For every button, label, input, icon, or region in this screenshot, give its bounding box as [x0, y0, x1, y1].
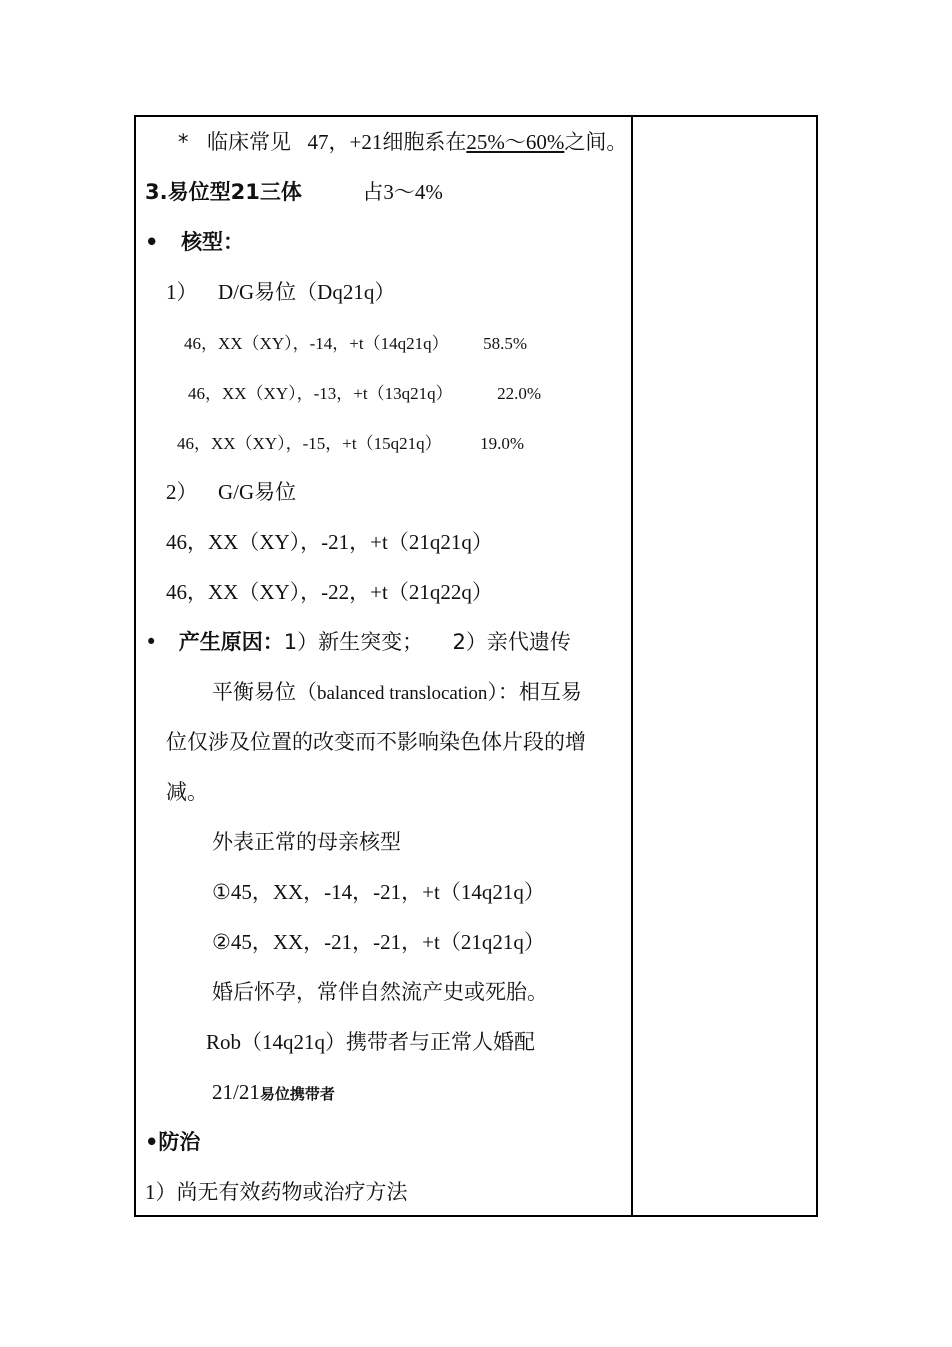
line-16: ①45，XX，-14，-21，+t（14q21q）	[212, 880, 545, 904]
percent-range-underlined: 25%～60%	[466, 130, 565, 154]
line-7: 46，XX（XY），-15，+t（15q21q） 19.0%	[177, 434, 525, 453]
line-3-karyotype-heading: • 核型：	[145, 230, 245, 254]
line-21-prevention-heading: •防治	[145, 1130, 201, 1154]
line-18: 婚后怀孕，常伴自然流产史或死胎。	[212, 980, 548, 1004]
line-17: ②45，XX，-21，-21，+t（21q21q）	[212, 930, 545, 954]
line-13: 位仅涉及位置的改变而不影响染色体片段的增	[166, 730, 586, 754]
line-8: 2） G/G易位	[166, 480, 297, 504]
line-11: • 产生原因：1）新生突变； 2）亲代遗传	[145, 630, 571, 654]
line-12: 平衡易位（balanced translocation）：相互易	[212, 680, 582, 704]
line-22: 1）尚无有效药物或治疗方法	[145, 1180, 408, 1204]
line-14: 减。	[166, 780, 208, 804]
line-9: 46，XX（XY），-21，+t（21q21q）	[166, 530, 493, 554]
line-5: 46，XX（XY），-14，+t（14q21q） 58.5%	[184, 334, 528, 353]
line-2-heading: 3.易位型21三体 占3～4%	[145, 180, 443, 204]
line-4: 1） D/G易位（Dq21q）	[166, 280, 396, 304]
line-19: Rob（14q21q）携带者与正常人婚配	[206, 1030, 536, 1054]
line-15: 外表正常的母亲核型	[212, 830, 401, 854]
line-20: 21/21易位携带者	[212, 1080, 335, 1104]
line-10: 46，XX（XY），-22，+t（21q22q）	[166, 580, 493, 604]
bullet-icon: •	[145, 630, 158, 654]
column-divider	[631, 115, 633, 1217]
bullet-icon: •	[145, 230, 159, 254]
line-6: 46，XX（XY），-13，+t（13q21q） 22.0%	[188, 384, 542, 403]
line-1: * 临床常见 47，+21细胞系在25%～60%之间。	[178, 130, 628, 154]
